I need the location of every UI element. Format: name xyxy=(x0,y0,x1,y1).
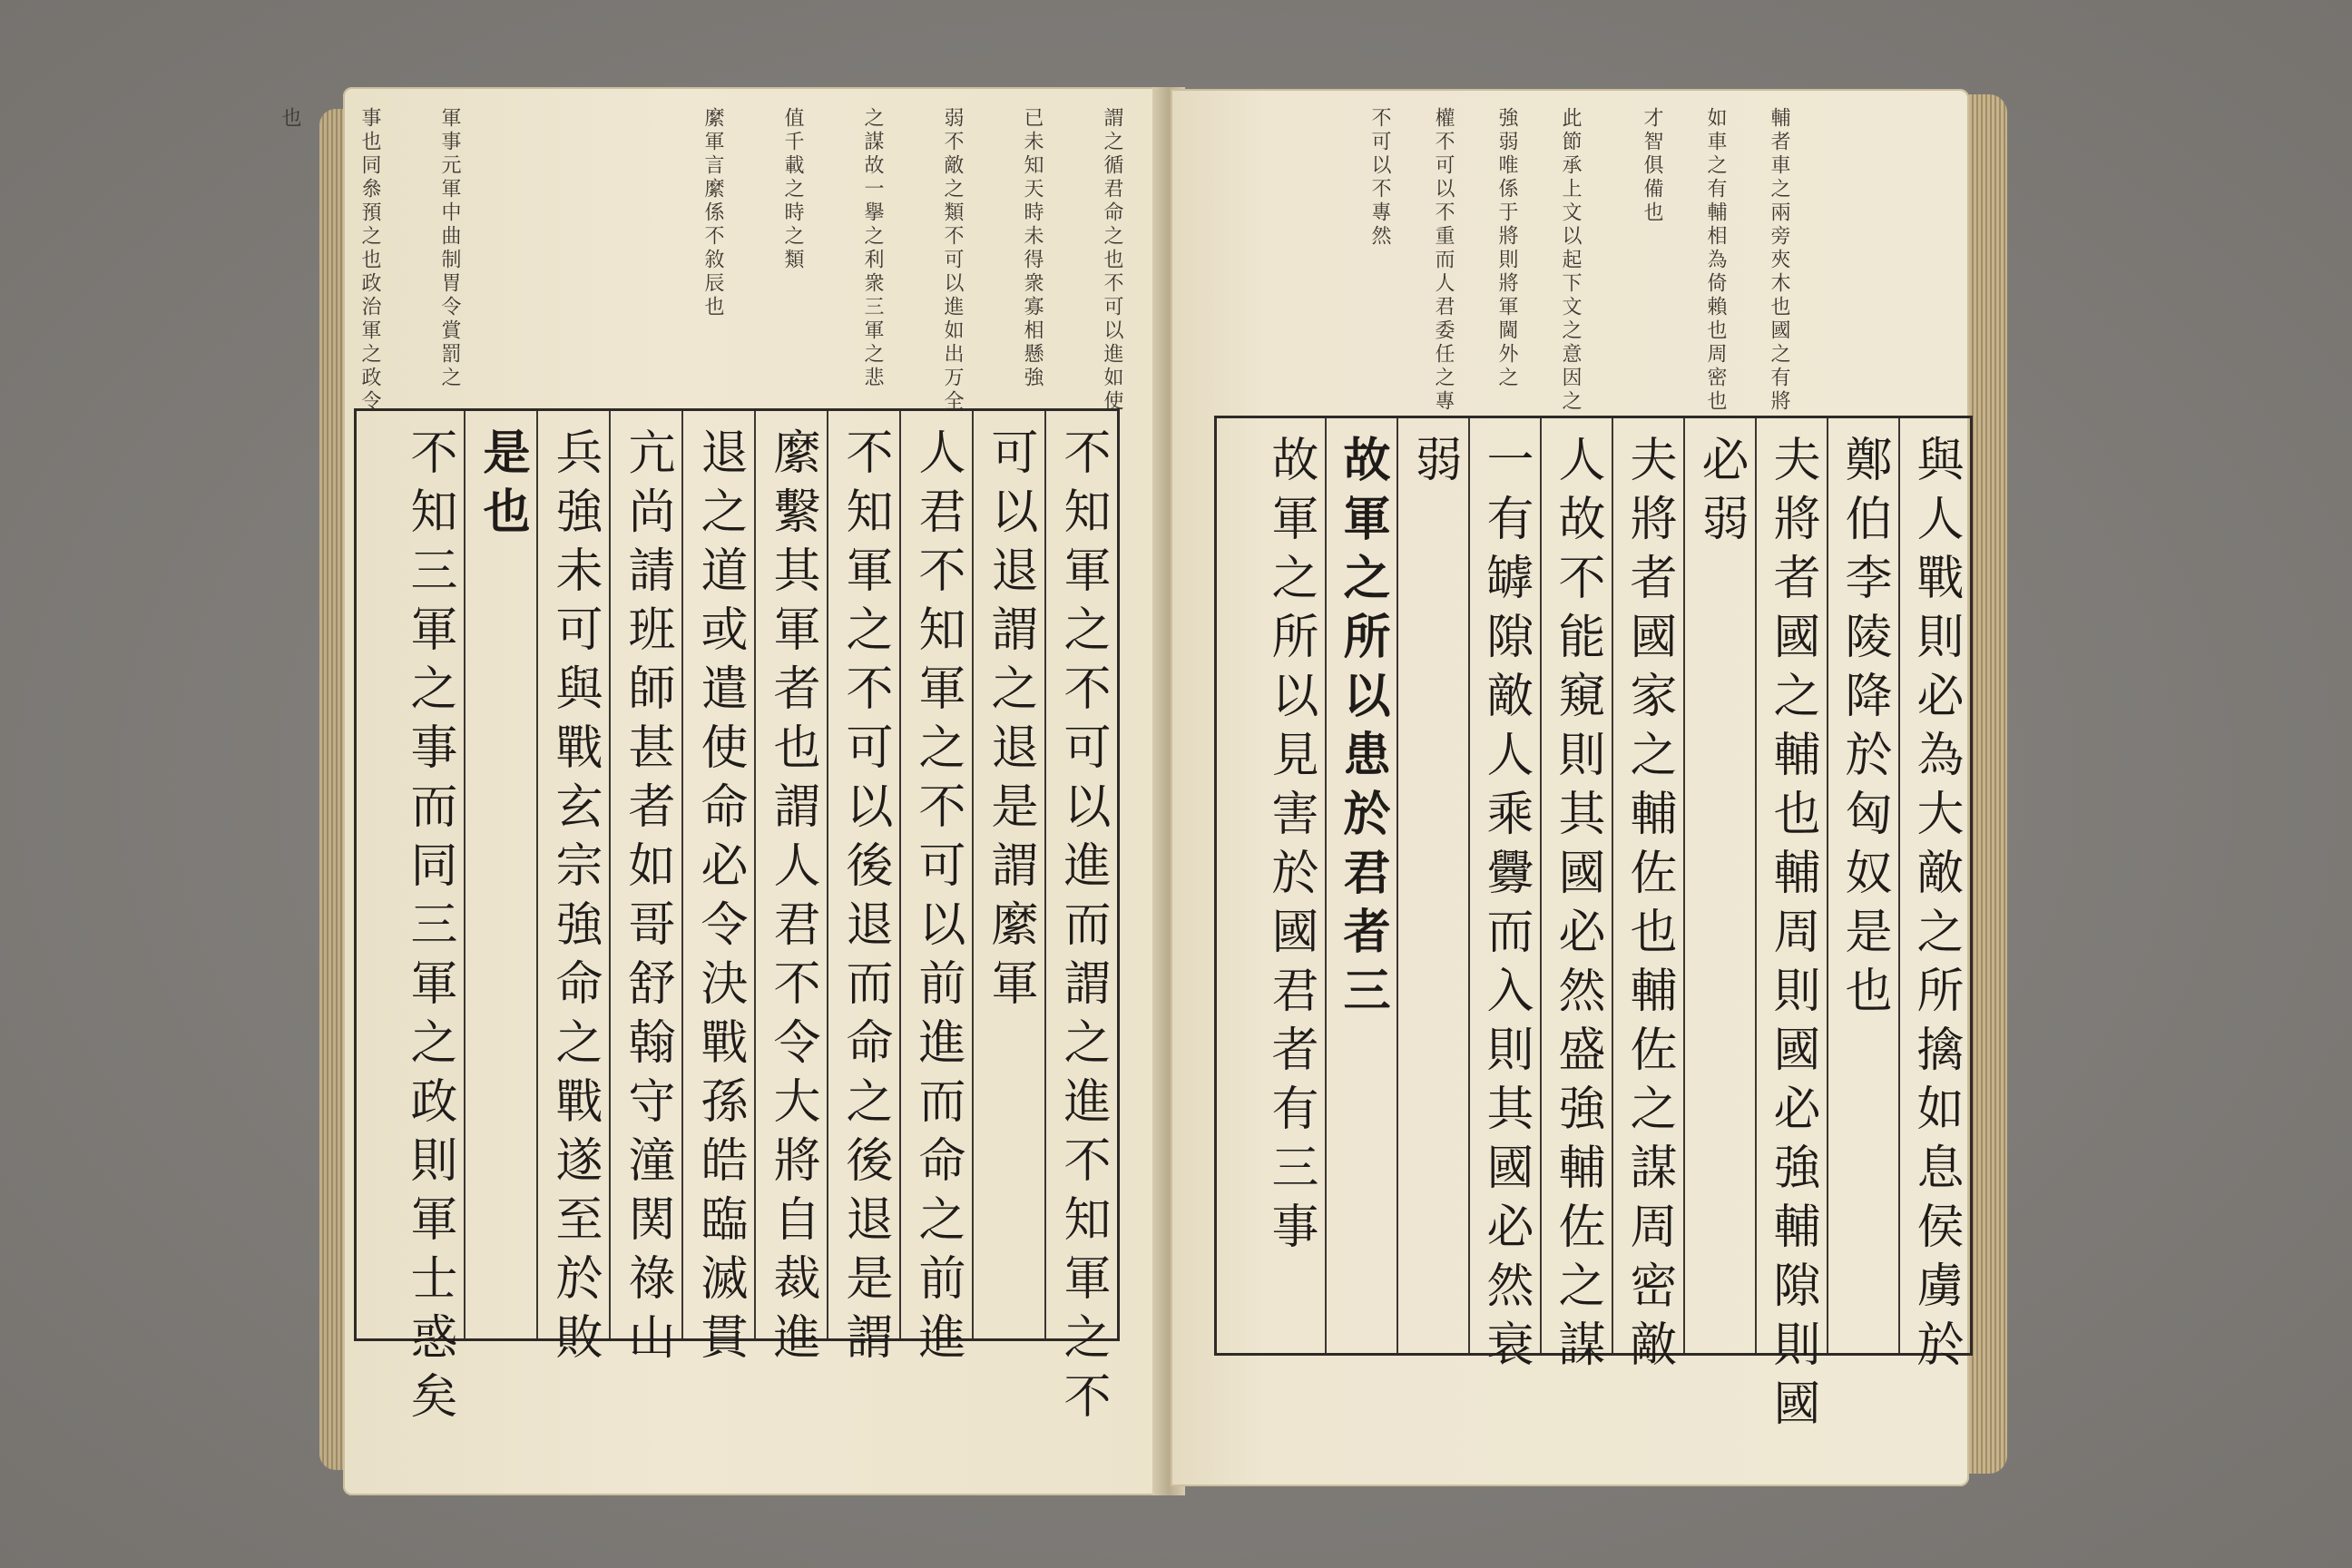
note-line: 如車之有輔相為倚賴也周密也 xyxy=(1704,107,1727,414)
left-page-notes xyxy=(279,107,1130,414)
text-column: 人君不知軍之不可以前進而命之前進 xyxy=(899,411,972,1338)
note-line: 也 xyxy=(279,107,301,131)
text-column: 一有罅隙敵人乘釁而入則其國必然衰 xyxy=(1468,418,1540,1353)
text-column: 兵強未可與戰玄宗強命之戰遂至於敗 xyxy=(536,411,609,1338)
right-page-notes xyxy=(1368,107,1797,425)
note-line: 謂之循君命之也不可以進如使 xyxy=(1101,107,1123,414)
text-column: 夫將者國家之輔佐也輔佐之謀周密敵 xyxy=(1612,418,1683,1353)
note-line: 強弱唯係于將則將軍閫外之 xyxy=(1495,107,1518,390)
text-column: 可以退謂之退是謂縻軍 xyxy=(972,411,1044,1338)
note-line: 之謀故一擧之利衆三軍之悲 xyxy=(861,107,884,390)
text-column: 人故不能窺則其國必然盛強輔佐之謀 xyxy=(1540,418,1612,1353)
text-column: 亢尚請班師甚者如哥舒翰守潼関祿山 xyxy=(609,411,681,1338)
text-column: 故軍之所以見害於國君者有三事 xyxy=(1263,435,1318,1260)
note-line: 權不可以不重而人君委任之專 xyxy=(1432,107,1455,414)
note-line: 值千載之時之類 xyxy=(781,107,804,272)
text-column: 是也 xyxy=(464,411,536,1338)
left-text-frame xyxy=(354,408,1120,1430)
right-text-frame xyxy=(1214,416,1973,1437)
note-line: 已未知天時未得衆寡相懸強 xyxy=(1021,107,1044,390)
text-column: 不知三軍之事而同三軍之政則軍士惑矣 xyxy=(402,427,456,1430)
text-column: 退之道或遣使命必令決戰孫皓臨滅貫 xyxy=(681,411,754,1338)
note-line: 不可以不專然 xyxy=(1368,107,1391,249)
text-column: 不知軍之不可以進而謂之進不知軍之不 xyxy=(1044,411,1117,1338)
note-line: 縻軍言縻係不敘辰也 xyxy=(701,107,724,319)
note-line: 事也同叅預之也政治軍之政令 xyxy=(358,107,381,414)
text-column: 故軍之所以患於君者三 xyxy=(1325,418,1396,1353)
text-column: 與人戰則必為大敵之所擒如息侯虜於 xyxy=(1898,418,1970,1353)
text-column: 不知軍之不可以後退而命之後退是謂 xyxy=(827,411,899,1338)
text-column: 鄭伯李陵降於匈奴是也 xyxy=(1827,418,1898,1353)
note-line: 軍事元軍中曲制胃令賞罰之 xyxy=(438,107,461,390)
text-column: 夫將者國之輔也輔周則國必強輔隙則國 xyxy=(1755,418,1827,1353)
note-line: 此節承上文以起下文之意因之 xyxy=(1559,107,1582,414)
text-column: 弱 xyxy=(1396,418,1468,1353)
text-column: 縻繫其軍者也謂人君不令大將自裁進 xyxy=(754,411,827,1338)
text-column: 必弱 xyxy=(1683,418,1755,1353)
note-line: 輔者車之兩旁夾木也國之有將 xyxy=(1768,107,1790,414)
note-line: 才智俱備也 xyxy=(1641,107,1663,225)
note-line: 弱不敵之類不可以進如出万全 xyxy=(941,107,964,414)
